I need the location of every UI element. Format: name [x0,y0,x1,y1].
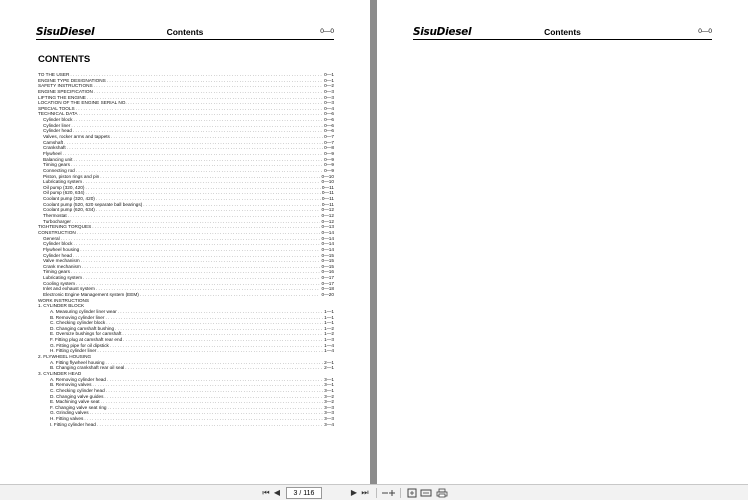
toc-entry-page: 0—10 [321,173,334,179]
toc-entry-label: Valves, rocker arms and tappets [43,134,110,140]
toc-entry-page: 3—2 [324,399,334,405]
toc-entry-page: 0—8 [324,145,334,151]
toc-entry-label: B. Changing crankshaft rear oil seal [50,365,125,371]
toc-entry-page: 0—14 [321,241,334,247]
toc-entry-label: Lubricating system [43,275,83,281]
header-rule [36,39,334,40]
toc-entry-page: 3—2 [324,393,334,399]
toc-entry-label: Camshaft [43,139,64,145]
toc-entry-page: 2—1 [324,365,334,371]
toc-entry-page: 0—10 [321,179,334,185]
zoom-in-icon[interactable] [388,488,400,498]
toc-entry-label: LIFTING THE ENGINE [38,94,86,100]
toc-leader-dots [125,365,323,371]
toc-entry-label: A. Fitting flywheel housing [50,359,105,365]
toc-entry-page: 1—2 [324,325,334,331]
toc-entry-page: 0—3 [324,100,334,106]
toc-entry-page: 0—9 [324,156,334,162]
toc-entry-label: E. Oversize bushings for camshaft [50,331,122,337]
toc-entry-label: E. Machining valve seat [50,399,100,405]
toc-entry-label: Turbocharger [43,218,71,224]
viewer-toolbar [0,484,748,500]
toc-entry-label: Cylinder head [43,128,72,134]
toc-entry-label: SPECIAL TOOLS [38,105,75,111]
toc-entry-label: Crank mechanism [43,263,81,269]
fit-page-icon[interactable] [406,488,418,498]
header-title: Contents [166,27,204,37]
toc-entry-page: 0—9 [324,150,334,156]
header-rule [413,39,712,40]
toc-entry-page: 0—7 [324,139,334,145]
toc-entry-label: Cylinder block [43,241,73,247]
toc-entry-label: Connecting rod [43,167,75,173]
toc-entry-label: Inlet and exhaust system [43,286,95,292]
toc-list-left [38,72,334,427]
brand-logo: SisuDiesel [36,26,95,38]
header-page-ref: 0—0 [698,28,712,35]
toc-leader-dots [97,348,323,354]
toc-entry-label: ENGINE TYPE DESIGNATIONS [38,77,106,83]
toc-entry-label: H. Fitting cylinder liner [50,348,97,354]
toc-entry-page: 0—12 [321,213,334,219]
toc-entry-page: 0—13 [321,224,334,230]
toc-entry-page: 0—6 [324,111,334,117]
header-title: Contents [544,27,581,37]
toc-entry-page: 0—3 [324,88,334,94]
toc-entry-label: Valve mechanism [43,258,80,264]
next-page-button[interactable]: ▶ [350,488,358,497]
toc-entry-page: 0—15 [321,252,334,258]
toc-entry-label: TO THE USER [38,72,70,77]
fit-width-icon[interactable] [420,488,432,498]
toc-entry-page: 0—16 [321,269,334,275]
toc-entry-label: F. Changing valve seat ring [50,404,107,410]
toc-entry-page: 0—3 [324,94,334,100]
toc-entry-page: 0—20 [321,291,334,297]
toc-entry-label: Flywheel [43,150,62,156]
toc-entry-page: 3—3 [324,404,334,410]
first-page-button[interactable]: ⏮ [262,488,270,497]
toc-entry-label: LOCATION OF THE ENGINE SERIAL NO. [38,100,127,106]
toc-entry-page: 0—17 [321,275,334,281]
toc-entry-label: General [43,235,60,241]
toc-entry-page: 1—4 [324,342,334,348]
toc-entry-page: 1—3 [324,337,334,343]
toc-entry-label: Cooling system [43,280,76,286]
toc-entry-page: 3—1 [324,376,334,382]
toc-entry-page: 0—11 [321,184,334,190]
toc-entry-label: Coolant pump (620, 634) [43,207,95,213]
toc-entry-page: 0—6 [324,128,334,134]
toc-entry-page: 0—6 [324,117,334,123]
toc-leader-dots [140,292,321,298]
toc-entry-page: 0—18 [321,286,334,292]
toc-entry-label: Timing gears [43,269,70,275]
toc-entry-label: B. Removing cylinder liner [50,314,105,320]
toc-entry-label: Coolant pump (520, 620 separate ball bearings) [43,201,143,207]
toc-entry-label: SAFETY INSTRUCTIONS [38,83,93,89]
toc-entry-label: CONSTRUCTION [38,229,76,235]
toc-entry-label: Electronic Engine Management system (EEM) [43,291,139,297]
toc-entry-page: 3—1 [324,382,334,388]
toc-entry-page: 3—3 [324,416,334,422]
previous-page-button[interactable]: ◀ [273,488,281,497]
toc-entry-page: 0—11 [321,196,334,202]
toc-entry-label: Oil pump (320, 420) [43,184,85,190]
toc-entry-label: TECHNICAL DATA [38,111,78,117]
toc-entry-label: Timing gears [43,162,70,168]
toc-entry-page: 0—14 [321,235,334,241]
toolbar-separator [376,488,377,498]
toc-entry[interactable] [38,365,334,371]
toc-entry-label: Thermostat [43,213,67,219]
toc-entry-label: Cylinder head [43,252,72,258]
print-icon[interactable] [436,488,448,498]
toc-entry-page: 0—14 [321,246,334,252]
toc-entry-label: Coolant pump (320, 420) [43,196,95,202]
page-header [413,26,712,40]
toc-entry-label: D. Changing valve guides [50,393,104,399]
page-gutter [370,0,377,484]
toc-entry-page: 0—4 [324,105,334,111]
toc-entry-page: 1—1 [324,320,334,326]
contents-heading: CONTENTS [38,54,91,65]
toc-entry-page: 1—1 [324,314,334,320]
toc-entry-page: 0—6 [324,122,334,128]
toc-entry-label: C. Checking cylinder block [50,320,106,326]
toc-entry[interactable] [38,422,334,428]
toc-entry-label: Oil pump (620, 634) [43,190,85,196]
toc-entry-label: Cylinder liner [43,122,71,128]
toc-entry-label: F. Fitting plug at camshaft rear end [50,337,123,343]
toc-entry-page: 0—9 [324,167,334,173]
toc-entry-label: Cylinder block [43,117,73,123]
toc-entry-label: A. Removing cylinder head [50,376,107,382]
toc-entry-label: Crankshaft [43,145,66,151]
left-page [0,0,370,484]
toc-entry-label: C. Checking cylinder head [50,387,105,393]
toc-entry-page: 0—2 [324,83,334,89]
page-header [36,26,334,40]
toc-entry-label: Balancing unit [43,156,73,162]
toc-entry-page: 0—15 [321,258,334,264]
toc-entry-page: 0—11 [321,190,334,196]
toc-entry-page: 0—11 [321,201,334,207]
toc-entry-page: 0—7 [324,134,334,140]
toc-entry-page: 3—1 [324,387,334,393]
page-number-input[interactable] [286,487,322,499]
toc-entry-page: 1—4 [324,348,334,354]
toc-entry-label: G. Grinding valves [50,410,89,416]
toc-entry-page: 0—15 [321,263,334,269]
toc-entry-label: B. Removing valves [50,382,92,388]
toc-entry-label: A. Measuring cylinder liner wear [50,308,117,314]
toc-entry-label: G. Fitting pipe for oil dipstick [50,342,109,348]
toc-entry-page: 1—1 [324,308,334,314]
toc-entry-page: 0—1 [324,72,334,77]
toc-entry-page: 3—4 [324,421,334,427]
header-page-ref: 0—0 [320,28,334,35]
toolbar-separator [400,488,401,498]
toc-entry-page: 0—14 [321,229,334,235]
toc-entry-label: H. Fitting valves [50,416,84,422]
toc-entry-label: I. Fitting cylinder head [50,421,96,427]
brand-logo: SisuDiesel [413,26,472,38]
toc-entry-label: 1. CYLINDER BLOCK [38,303,85,309]
toc-entry-page: 0—9 [324,162,334,168]
toc-entry-page: 1—2 [324,331,334,337]
toc-entry-page: 0—12 [321,218,334,224]
toc-entry-label: Piston, piston rings and pin [43,173,100,179]
right-page [377,0,748,484]
toc-entry-label: Flywheel housing [43,246,80,252]
toc-entry-label: 2. FLYWHEEL HOUSING [38,354,92,360]
last-page-button[interactable]: ⏭ [361,488,369,497]
toc-entry-page: 0—12 [321,207,334,213]
toc-entry-label: 3. CYLINDER HEAD [38,370,82,376]
toc-entry-page: 3—3 [324,410,334,416]
toc-entry-page: 0—17 [321,280,334,286]
toc-leader-dots [97,422,323,428]
toc-entry-label: Lubricating system [43,179,83,185]
toc-entry-label: ENGINE SPECIFICATION [38,88,93,94]
toc-entry-label: WORK INSTRUCTIONS [38,297,90,303]
toc-entry-label: TIGHTENING TORQUES [38,224,92,230]
toc-entry-page: 2—1 [324,359,334,365]
toc-entry-label: D. Changing camshaft bushing [50,325,115,331]
toc-entry-page: 0—1 [324,77,334,83]
